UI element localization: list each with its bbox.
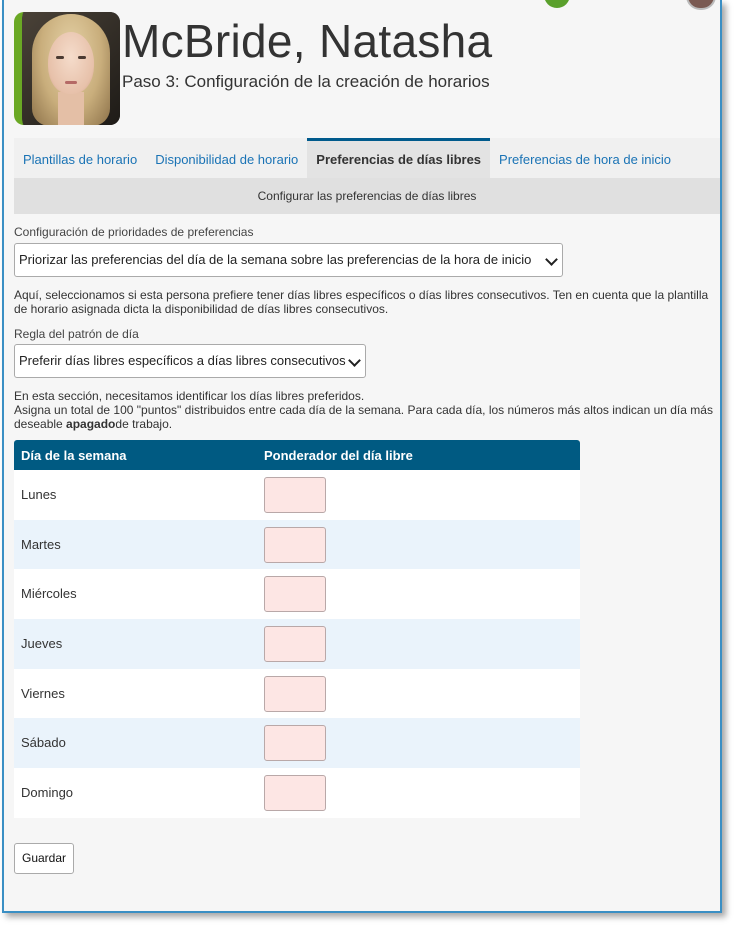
row-day-label: Lunes: [21, 487, 57, 502]
weight-input-friday[interactable]: [264, 676, 326, 712]
row-day-label: Sábado: [21, 735, 66, 751]
chevron-down-icon: [545, 253, 558, 266]
tab-start-time-preferences[interactable]: Preferencias de hora de inicio: [499, 152, 672, 167]
priority-label: Configuración de prioridades de preferencias: [14, 225, 254, 239]
section-help-text: [14, 389, 714, 431]
table-row: [14, 768, 580, 818]
weight-input-monday[interactable]: [264, 477, 326, 513]
section-help-line1: En esta sección, necesitamos identificar los días libres preferidos.: [14, 389, 365, 403]
app-window: [2, 0, 722, 913]
pattern-select[interactable]: [14, 344, 366, 378]
section-header: Configurar las preferencias de días libres: [14, 178, 720, 214]
page-subtitle: Paso 3: Configuración de la creación de horarios: [122, 72, 490, 91]
weight-input-wednesday[interactable]: [264, 576, 326, 612]
table-row: [14, 718, 580, 768]
row-day-label: Viernes: [21, 685, 65, 701]
pattern-select-value: Preferir días libres específicos a días libres consecutivos: [19, 353, 346, 368]
priority-select[interactable]: [14, 243, 563, 277]
weight-input-saturday[interactable]: [264, 725, 326, 761]
employee-name: McBride, Natasha: [122, 15, 493, 67]
chevron-down-icon: [348, 354, 361, 367]
table-header: [14, 440, 580, 470]
pattern-label: Regla del patrón de día: [14, 327, 139, 341]
priority-help-text: Aquí, seleccionamos si esta persona prefiere tener días libres específicos o días libres consecutivos. Ten en cuenta que la plantilla de horario asignada dicta la disponibilidad de días libres consecutivos.: [14, 288, 709, 316]
column-header-weight: Ponderador del día libre: [264, 448, 413, 463]
priority-select-value: Priorizar las preferencias del día de la semana sobre las preferencias de la hora de inicio: [19, 252, 532, 267]
weight-input-thursday[interactable]: [264, 626, 326, 662]
weight-input-tuesday[interactable]: [264, 527, 326, 563]
section-help-bold: apagado: [66, 417, 116, 431]
table-row: [14, 619, 580, 669]
row-day-label: Jueves: [21, 636, 63, 652]
tab-schedule-templates[interactable]: Plantillas de horario: [23, 152, 138, 167]
column-header-day: Día de la semana: [21, 448, 127, 463]
table-row: [14, 520, 580, 570]
tab-schedule-availability[interactable]: Disponibilidad de horario: [155, 152, 299, 167]
profile-header: [4, 0, 720, 138]
row-day-label: Martes: [21, 536, 61, 552]
day-off-table: [14, 440, 580, 818]
profile-photo: [14, 12, 120, 125]
row-day-label: Domingo: [21, 785, 74, 801]
section-help-line2a: Asigna un total de 100 "puntos" distribuidos entre cada día de la semana. Para cada día, los números más altos indican un día más deseable: [14, 403, 713, 431]
save-button[interactable]: Guardar: [14, 843, 74, 874]
weight-input-sunday[interactable]: [264, 775, 326, 811]
section-help-line2b: de trabajo.: [115, 417, 173, 431]
table-row: [14, 569, 580, 619]
row-day-label: Miércoles: [21, 586, 77, 602]
table-row: [14, 669, 580, 719]
table-row: [14, 470, 580, 520]
tab-day-off-preferences[interactable]: Preferencias de días libres: [307, 138, 490, 178]
tab-bar: [14, 138, 720, 178]
